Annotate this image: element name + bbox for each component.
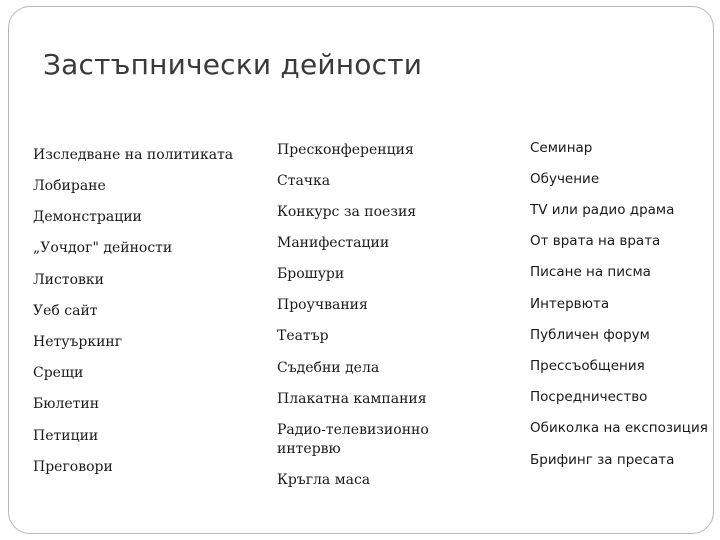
list-item: Публичен форум — [530, 327, 650, 343]
list-item: От врата на врата — [530, 233, 661, 249]
list-item: Манифестации — [277, 235, 390, 251]
list-item: Проучвания — [277, 297, 368, 313]
list-item: Листовки — [33, 272, 104, 288]
list-item: Уеб сайт — [33, 303, 98, 319]
list-item: Нетуъркинг — [33, 334, 123, 350]
list-item: Плакатна кампания — [277, 391, 427, 407]
list-item: Срещи — [33, 365, 84, 381]
list-item: Съдебни дела — [277, 360, 380, 376]
list-item: Писане на писма — [530, 264, 651, 280]
list-item: Конкурс за поезия — [277, 204, 417, 220]
list-item: Бюлетин — [33, 396, 100, 412]
list-item: Брошури — [277, 266, 345, 282]
list-item: Радио-телевизионно интервю — [277, 422, 429, 457]
list-item: Прессъобщения — [530, 358, 645, 374]
list-item: Кръгла маса — [277, 472, 371, 488]
slide-title: Застъпнически дейности — [43, 48, 423, 81]
list-item: „Уочдог" дейности — [33, 240, 173, 256]
list-item: Семинар — [530, 140, 593, 156]
list-item: Театър — [277, 328, 329, 344]
list-item: Петиции — [33, 428, 99, 444]
list-item: Обучение — [530, 171, 600, 187]
list-item: TV или радио драма — [530, 202, 675, 218]
list-item: Обиколка на експозиция — [530, 420, 708, 436]
list-item: Изследване на политиката — [33, 147, 234, 163]
list-item: Интервюта — [530, 296, 610, 312]
list-item: Преговори — [33, 459, 113, 475]
list-item: Брифинг за пресата — [530, 452, 675, 468]
list-item: Стачка — [277, 173, 331, 189]
list-item: Лобиране — [33, 178, 106, 194]
list-item: Пресконференция — [277, 142, 414, 158]
list-item: Посредничество — [530, 389, 648, 405]
list-item: Демонстрации — [33, 209, 142, 225]
